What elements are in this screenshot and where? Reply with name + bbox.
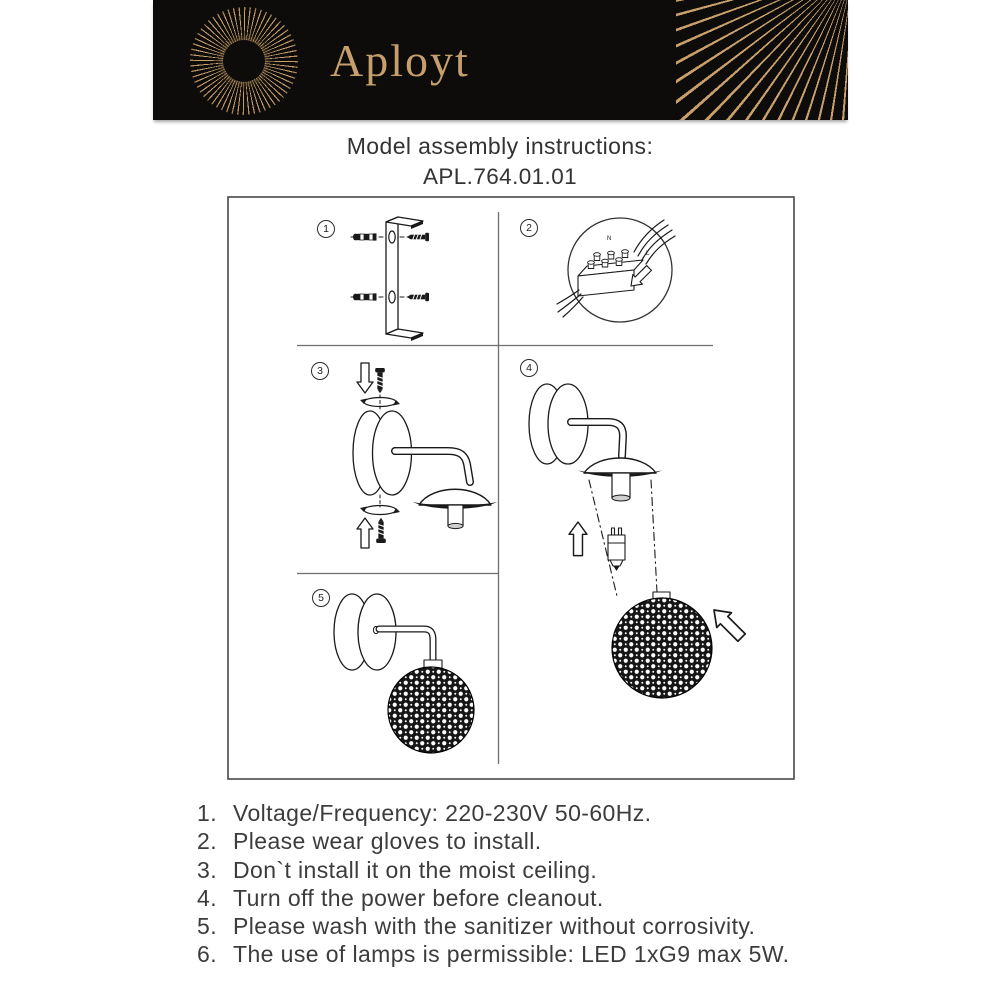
instruction-number: 4. bbox=[197, 884, 217, 911]
instruction-text: Please wear gloves to install. bbox=[233, 828, 542, 855]
sunburst-logo-icon bbox=[190, 7, 298, 115]
ray-fan-decoration-icon bbox=[676, 0, 848, 120]
screw-bottom-icon bbox=[376, 518, 386, 543]
model-number: APL.764.01.01 bbox=[422, 164, 578, 189]
page-title: Model assembly instructions: bbox=[346, 133, 654, 159]
crystal-globe bbox=[388, 667, 474, 753]
instruction-item bbox=[197, 856, 789, 884]
wire-label-n: N bbox=[607, 236, 612, 242]
step-2-wiring-diagram bbox=[557, 218, 675, 322]
wire-label-l: L bbox=[646, 251, 650, 257]
instruction-text: Don`t install it on the moist ceiling. bbox=[233, 856, 598, 883]
step-3-base-mount-diagram bbox=[353, 363, 497, 548]
instructions-list bbox=[197, 799, 789, 969]
instruction-text: The use of lamps is permissible: LED 1xG9 max 5W. bbox=[233, 941, 790, 968]
sunburst-center bbox=[223, 40, 265, 82]
step-3-number: 3 bbox=[311, 362, 329, 380]
instruction-item bbox=[197, 940, 789, 968]
instruction-number: 5. bbox=[197, 913, 217, 940]
step-4-number: 4 bbox=[520, 359, 538, 377]
diagram-canvas bbox=[227, 196, 795, 780]
step-1-number: 1 bbox=[317, 220, 335, 238]
g9-bulb bbox=[608, 528, 625, 570]
instruction-item bbox=[197, 912, 789, 940]
instruction-item bbox=[197, 799, 789, 827]
instruction-number: 6. bbox=[197, 941, 217, 968]
brand-wordmark: Aployt bbox=[330, 34, 470, 86]
instruction-item bbox=[197, 827, 789, 855]
step-2-number: 2 bbox=[520, 219, 538, 237]
crystal-globe bbox=[612, 598, 712, 698]
step-5-assembled-lamp-diagram bbox=[334, 594, 474, 753]
brand-banner bbox=[153, 0, 848, 120]
step-5-number: 5 bbox=[312, 589, 330, 607]
up-arrow-icon bbox=[569, 522, 587, 556]
instruction-item bbox=[197, 884, 789, 912]
screw-top-icon bbox=[375, 368, 385, 393]
title-block bbox=[0, 133, 1000, 190]
instruction-number: 3. bbox=[197, 856, 217, 883]
up-arrow-icon bbox=[357, 518, 373, 548]
diagram-border bbox=[228, 197, 794, 779]
instruction-text: Please wash with the sanitizer without corrosivity. bbox=[233, 913, 756, 940]
step-4-shade-bulb-diagram bbox=[529, 384, 749, 698]
instruction-text: Voltage/Frequency: 220-230V 50-60Hz. bbox=[233, 800, 652, 826]
instruction-number: 1. bbox=[197, 800, 217, 826]
attach-direction-arrow-icon bbox=[707, 603, 749, 645]
step-1-bracket-diagram bbox=[351, 217, 429, 341]
down-arrow-icon bbox=[357, 363, 373, 393]
assembly-diagram bbox=[227, 196, 795, 780]
instruction-text: Turn off the power before cleanout. bbox=[233, 884, 604, 911]
instruction-number: 2. bbox=[197, 828, 217, 855]
